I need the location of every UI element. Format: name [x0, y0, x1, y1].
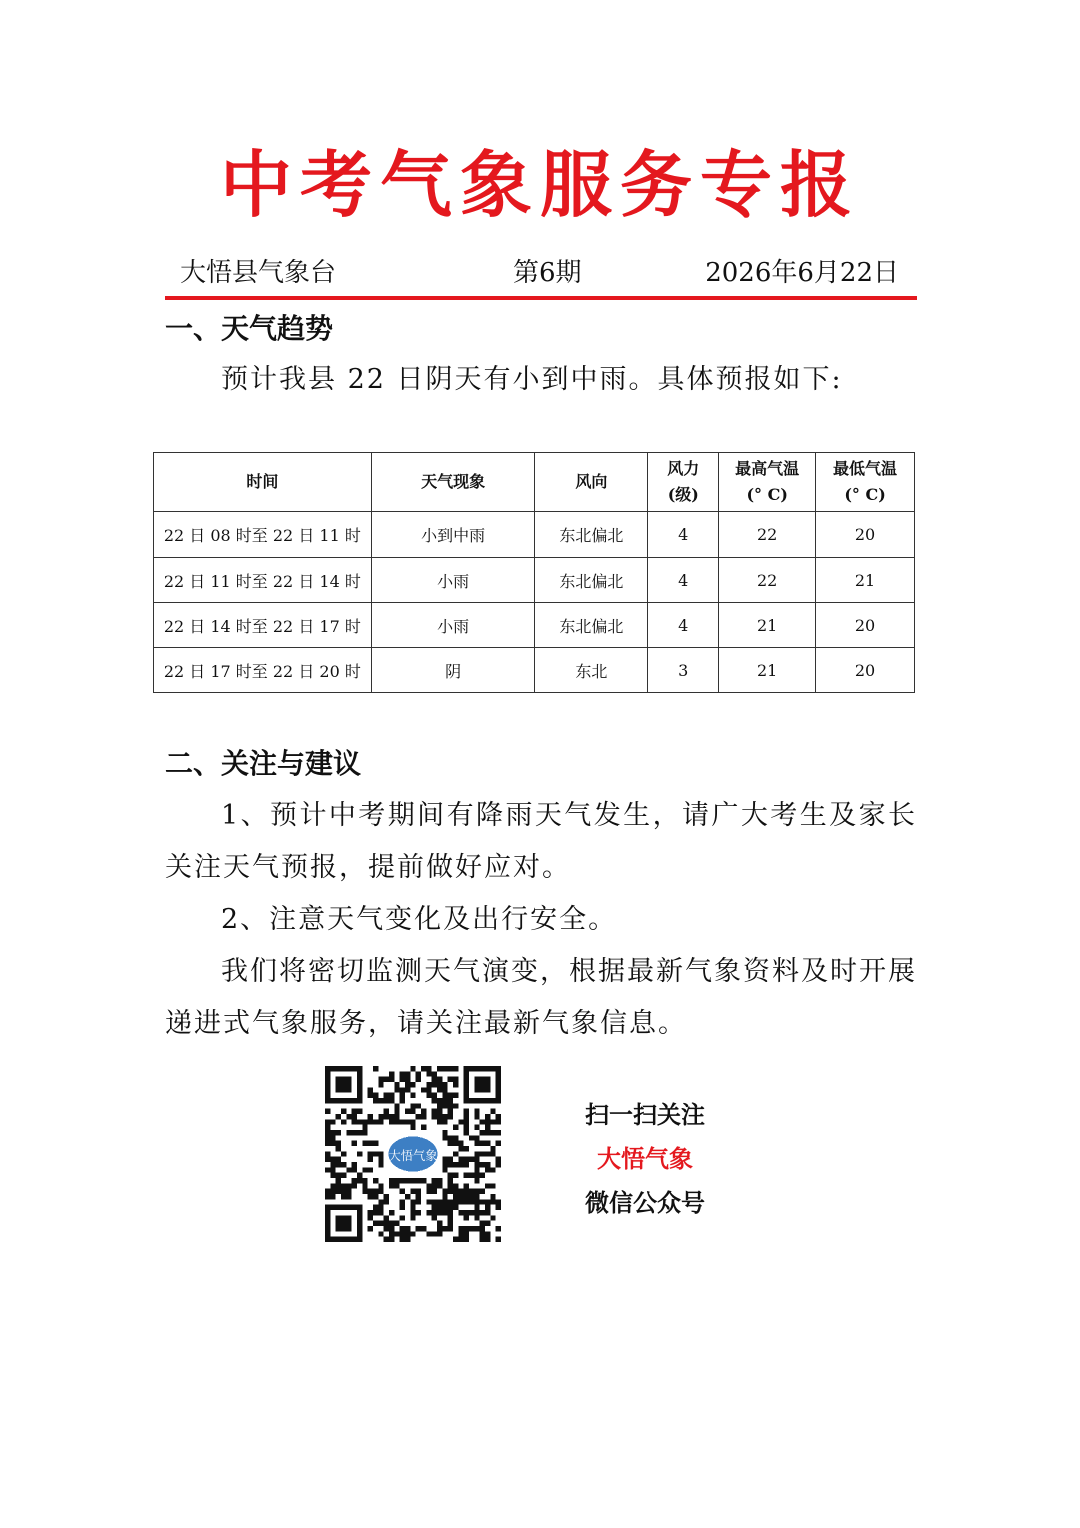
cell-max-temp: 21	[719, 648, 816, 693]
cell-time: 22 日 11 时至 22 日 14 时	[154, 558, 372, 603]
promo-account-name: 大悟气象	[597, 1145, 693, 1173]
cell-wind-force: 4	[648, 512, 719, 558]
cell-weather: 小到中雨	[371, 512, 535, 558]
qr-finder-top-left	[325, 1066, 362, 1103]
section-heading-trend: 一、天气趋势	[165, 312, 334, 345]
qr-finder-bottom-left	[325, 1205, 362, 1242]
cell-max-temp: 22	[719, 512, 816, 558]
header-time: 时间	[154, 453, 372, 512]
cell-wind-force: 4	[648, 558, 719, 603]
cell-min-temp: 20	[816, 648, 915, 693]
masthead	[165, 253, 917, 293]
qr-finder-top-right	[464, 1066, 501, 1103]
wechat-promo	[585, 1093, 735, 1225]
promo-line-wechat: 微信公众号	[585, 1189, 705, 1217]
table-row	[154, 603, 915, 648]
cell-time: 22 日 08 时至 22 日 11 时	[154, 512, 372, 558]
bulletin-title: 中考气象服务专报	[219, 142, 860, 227]
table-row	[154, 648, 915, 693]
cell-max-temp: 22	[719, 558, 816, 603]
header-wind-dir: 风向	[535, 453, 648, 512]
issuer-name: 大悟县气象台	[180, 258, 337, 288]
red-divider	[165, 296, 917, 300]
cell-max-temp: 21	[719, 603, 816, 648]
header-min-temp: 最低气温 (° C)	[816, 453, 915, 512]
header-max-temp: 最高气温 (° C)	[719, 453, 816, 512]
cell-wind-dir: 东北偏北	[535, 512, 648, 558]
issue-number: 第6期	[513, 258, 582, 288]
table-header-row	[154, 453, 915, 512]
cell-wind-dir: 东北偏北	[535, 603, 648, 648]
section-heading-advice: 二、关注与建议	[165, 747, 362, 780]
promo-line-scan: 扫一扫关注	[585, 1101, 705, 1129]
trend-intro	[165, 354, 917, 406]
cell-time: 22 日 17 时至 22 日 20 时	[154, 648, 372, 693]
table-row	[154, 558, 915, 603]
cell-weather: 小雨	[371, 558, 535, 603]
header-weather: 天气现象	[371, 453, 535, 512]
cell-weather: 小雨	[371, 603, 535, 648]
cell-wind-dir: 东北	[535, 648, 648, 693]
trend-intro-text: 预计我县 22 日阴天有小到中雨。具体预报如下:	[221, 364, 843, 395]
table-row	[154, 512, 915, 558]
forecast-table	[153, 452, 915, 693]
qr-logo-text: 大悟气象	[388, 1148, 438, 1163]
advice-item-2: 2、注意天气变化及出行安全。	[221, 904, 618, 935]
cell-min-temp: 20	[816, 512, 915, 558]
header-wind-force: 风力 (级)	[648, 453, 719, 512]
qr-center-logo	[386, 1133, 439, 1176]
cell-min-temp: 21	[816, 558, 915, 603]
cell-wind-dir: 东北偏北	[535, 558, 648, 603]
cell-wind-force: 3	[648, 648, 719, 693]
advice-item-1: 1、预计中考期间有降雨天气发生，请广大考生及家长关注天气预报，提前做好应对。	[165, 800, 917, 883]
closing-statement: 我们将密切监测天气演变，根据最新气象资料及时开展递进式气象服务，请关注最新气象信息。	[165, 956, 917, 1039]
cell-wind-force: 4	[648, 603, 719, 648]
qr-code[interactable]	[325, 1066, 501, 1242]
cell-weather: 阴	[371, 648, 535, 693]
cell-min-temp: 20	[816, 603, 915, 648]
cell-time: 22 日 14 时至 22 日 17 时	[154, 603, 372, 648]
issue-date: 2026年6月22日	[705, 258, 899, 288]
